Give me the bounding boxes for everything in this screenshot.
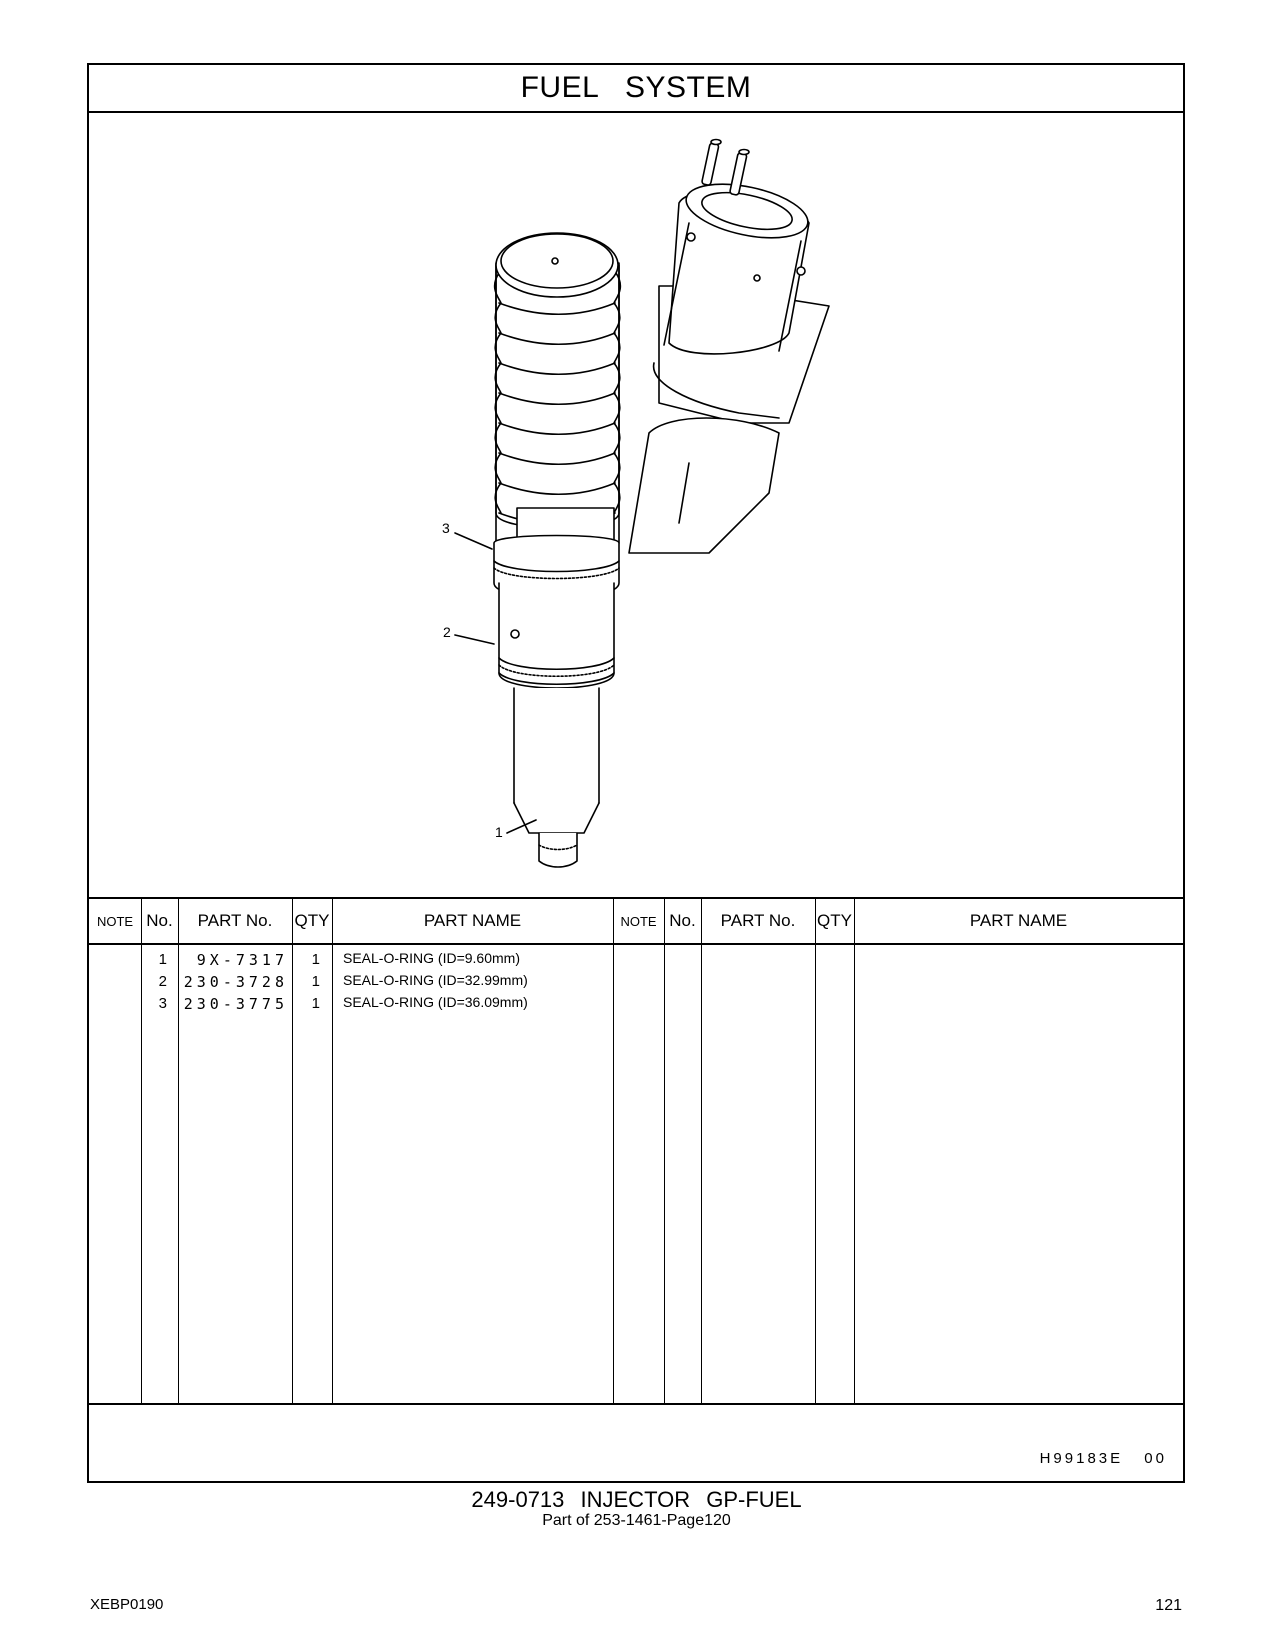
col-divider (292, 899, 293, 1403)
row-no: 3 (158, 995, 167, 1012)
illustration-code: H99183E 00 (1039, 1450, 1167, 1467)
injector-drawing (89, 113, 1183, 900)
header-qty-right: QTY (817, 911, 852, 930)
col-divider (332, 899, 333, 1403)
header-no-right: No. (669, 911, 696, 930)
row-qty: 1 (311, 951, 320, 968)
callout-3: 3 (442, 520, 450, 536)
row-part-no: 9X-7317 (196, 951, 288, 969)
page-number: 121 (1155, 1597, 1182, 1614)
header-note-left: NOTE (96, 913, 134, 929)
row-part-name: SEAL-O-RING (ID=9.60mm) (343, 950, 520, 966)
row-part-no: 230-3775 (183, 995, 288, 1013)
header-part-name-left: PART NAME (423, 911, 522, 930)
row-part-no: 230-3728 (183, 973, 288, 991)
parts-table (89, 897, 1183, 1405)
callout-2: 2 (443, 624, 451, 640)
injector-illustration (89, 113, 1183, 900)
row-qty: 1 (311, 973, 320, 990)
document-code: XEBP0190 (90, 1596, 164, 1613)
callout-1: 1 (495, 824, 503, 840)
row-part-name: SEAL-O-RING (ID=32.99mm) (343, 972, 528, 988)
row-no: 2 (158, 973, 167, 990)
header-divider (89, 943, 1183, 945)
row-part-name: SEAL-O-RING (ID=36.09mm) (343, 994, 528, 1010)
header-note-right: NOTE (620, 913, 657, 929)
header-no-left: No. (146, 911, 173, 930)
row-no: 1 (158, 951, 167, 968)
col-divider (664, 899, 665, 1403)
page-title: FUEL SYSTEM (89, 65, 1183, 113)
injector-body (494, 508, 619, 867)
header-part-no-right: PART No. (720, 911, 796, 930)
col-divider (815, 899, 816, 1403)
header-part-no-left: PART No. (197, 911, 273, 930)
solenoid-body (629, 140, 829, 554)
header-qty-left: QTY (294, 911, 330, 930)
assembly-title: 249-0713 INJECTOR GP-FUEL (471, 1487, 802, 1512)
assembly-subtitle: Part of 253-1461-Page120 (542, 1512, 731, 1529)
col-divider (854, 899, 855, 1403)
spring-stack (495, 233, 621, 543)
col-divider (701, 899, 702, 1403)
row-qty: 1 (311, 995, 320, 1012)
col-divider (613, 899, 614, 1403)
parts-page-frame (87, 63, 1185, 1483)
header-part-name-right: PART NAME (969, 911, 1068, 930)
